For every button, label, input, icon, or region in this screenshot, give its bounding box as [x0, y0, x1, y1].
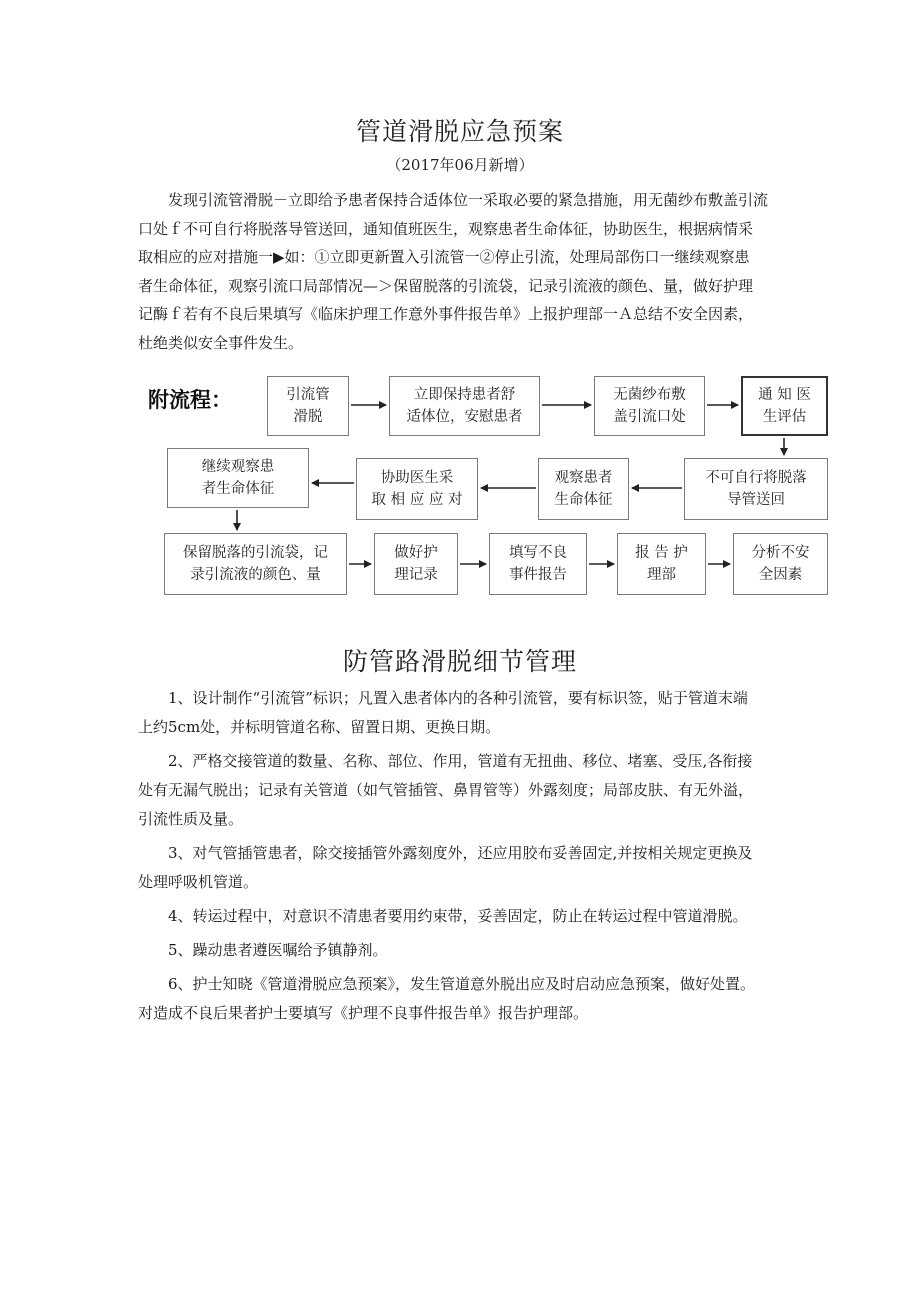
flow-step-do-not-reinsert: 不可自行将脱落 导管送回 [684, 458, 828, 520]
flow-step-tube-slipped: 引流管 滑脱 [267, 376, 349, 436]
intro-line: 记酶ｆ若有不良后果填写《临床护理工作意外事件报告单》上报护理部一Ａ总结不安全因素， [138, 305, 754, 323]
intro-line: 者生命体征，观察引流口局部情况—＞保留脱落的引流袋，记录引流液的颜色、量，做好护理 [138, 276, 754, 295]
flow-step-keep-position: 立即保持患者舒 适体位，安慰患者 [389, 376, 540, 436]
flow-step-assist-doctor: 协助医生采 取 相 应 应 对 [356, 458, 478, 520]
management-line: 引流性质及量。 [138, 810, 244, 828]
flow-step-notify-doctor: 通 知 医 生评估 [741, 376, 828, 436]
management-item [138, 970, 850, 1028]
management-title: 防管路滑脱细节管理 [342, 647, 577, 676]
management-line: 1、设计制作“引流管”标识；凡置入患者体内的各种引流管，要有标识签，贴于管道末端 [138, 689, 748, 707]
management-line: 5、躁动患者遵医嘱给予镇静剂。 [138, 941, 388, 959]
intro-line: 取相应的应对措施一▶如：①立即更新置入引流管一②停止引流，处理局部伤口一继续观察患 [138, 248, 750, 266]
intro-line: 杜绝类似安全事件发生。 [138, 333, 304, 352]
management-line: 上约5cm处，并标明管道名称、留置日期、更换日期。 [138, 718, 501, 736]
management-line: 处理呼吸机管道。 [138, 873, 259, 891]
management-item [138, 902, 850, 931]
management-line: 对造成不良后果者护士要填写《护理不良事件报告单》报告护理部。 [138, 1004, 589, 1022]
flowchart-label: 附流程： [148, 388, 232, 412]
management-item [138, 839, 850, 897]
intro-line: 发现引流管滑脱－立即给予患者保持合适体位一采取必要的紧急措施，用无菌纱布敷盖引流 [138, 191, 769, 209]
intro-line: 口处ｆ不可自行将脱落导管送回，通知值班医生，观察患者生命体征，协助医生，根据病情采 [138, 219, 754, 238]
management-line: 2、严格交接管道的数量、名称、部位、作用，管道有无扭曲、移位、堵塞、受压,各衔接 [138, 752, 753, 770]
page-title: 管道滑脱应急预案 [355, 117, 564, 146]
flow-step-continue-observe: 继续观察患 者生命体征 [167, 448, 309, 508]
management-line: 3、对气管插管患者，除交接插管外露刻度外，还应用胶布妥善固定,并按相关规定更换及 [138, 844, 753, 862]
flow-step-keep-drainage-bag: 保留脱落的引流袋，记 录引流液的颜色、量 [164, 533, 347, 595]
flow-step-report-nursing-dept: 报 告 护 理部 [617, 533, 706, 595]
management-item [138, 936, 850, 965]
flow-step-observe-vitals: 观察患者 生命体征 [538, 458, 629, 520]
flow-step-nursing-record: 做好护 理记录 [374, 533, 458, 595]
flow-step-fill-event-report: 填写不良 事件报告 [489, 533, 587, 595]
management-line: 处有无漏气脱出；记录有关管道（如气管插管、鼻胃管等）外露刻度；局部皮肤、有无外溢， [138, 781, 754, 799]
flow-step-cover-wound: 无菌纱布敷 盖引流口处 [594, 376, 705, 436]
management-item [138, 684, 850, 742]
management-item [138, 747, 850, 834]
intro-paragraph [138, 186, 850, 357]
management-line: 4、转运过程中，对意识不清患者要用约束带，妥善固定，防止在转运过程中管道滑脱。 [138, 907, 748, 925]
management-line: 6、护士知晓《管道滑脱应急预案》，发生管道意外脱出应及时启动应急预案，做好处置。 [138, 975, 756, 993]
page-subtitle: （2017年06月新增） [386, 156, 534, 174]
flow-step-analyze-factors: 分析不安 全因素 [733, 533, 828, 595]
management-list [138, 684, 850, 1028]
